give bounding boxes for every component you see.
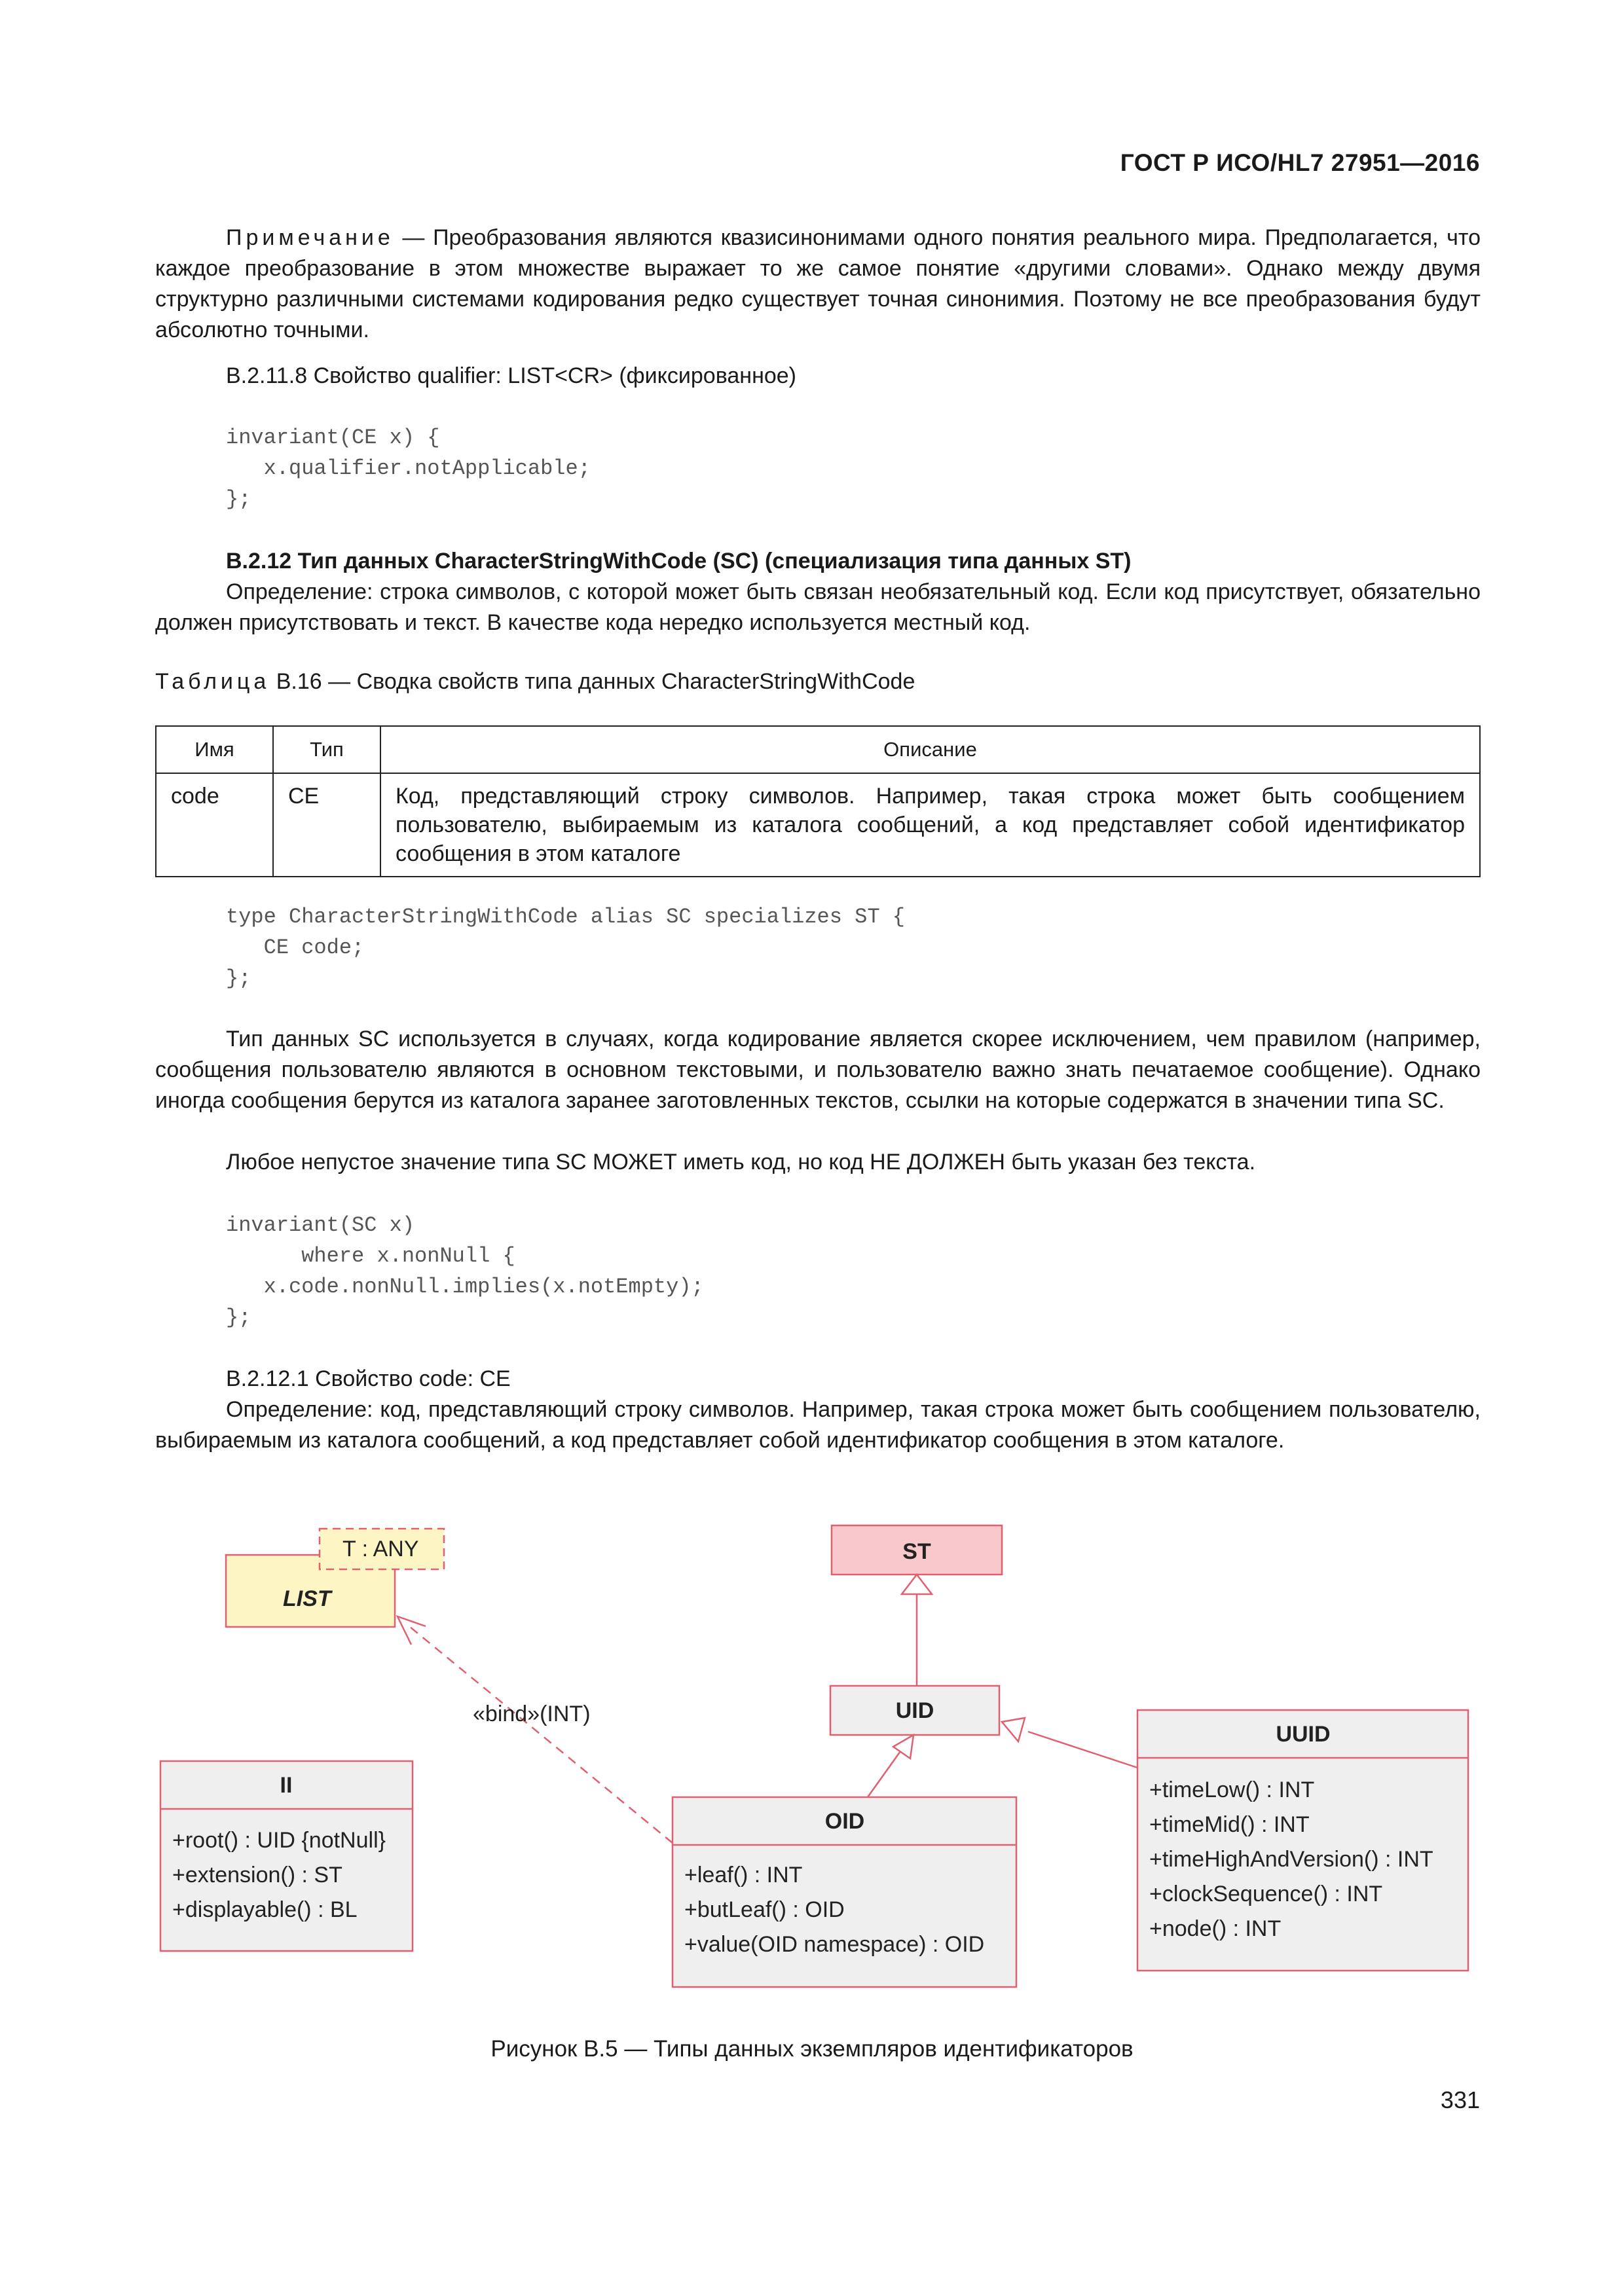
oid-member: +butLeaf() : OID [684, 1897, 845, 1922]
ii-member: +displayable() : BL [172, 1897, 358, 1922]
uuid-member: +clockSequence() : INT [1149, 1882, 1383, 1906]
note-label: Примечание [226, 225, 394, 250]
table-header-type: Тип [273, 726, 380, 773]
list-class [226, 1529, 444, 1627]
page-number: 331 [1440, 2086, 1480, 2113]
table-caption-text: В.16 — Сводка свойств типа данных CharacterStringWithCode [270, 669, 915, 694]
oid-member: +value(OID namespace) : OID [684, 1932, 985, 1957]
uuid-member: +node() : INT [1149, 1916, 1282, 1941]
ii-class-name: II [280, 1773, 293, 1798]
table-header-description: Описание [380, 726, 1480, 773]
section-b212-title: В.2.12 Тип данных CharacterStringWithCode (SC) (специализация типа данных ST) [226, 549, 1132, 574]
note-text: — Преобразования являются квазисинонимами одного понятия реального мира. Предполагается, что каждое преобразование в этом множестве выражает то же самое понятие «другими словами». Однако между двумя структурно различными системами кодирования редко существует точная синонимия. Поэтому не все преобразования будут абсолютно точными. [155, 225, 1481, 342]
list-template-param: T : ANY [342, 1537, 419, 1561]
uuid-member: +timeMid() : INT [1149, 1812, 1310, 1837]
table-cell-description: Код, представляющий строку символов. Например, такая строка может быть сообщением пользователю, выбираемым из каталога сообщений, а код представляет собой идентификатор сообщения в этом каталоге [380, 773, 1480, 877]
oid-member: +leaf() : INT [684, 1863, 803, 1887]
table-cell-name: code [156, 773, 273, 877]
figure-caption: Рисунок В.5 — Типы данных экземпляров идентификаторов [490, 2036, 1134, 2062]
uuid-member: +timeLow() : INT [1149, 1777, 1315, 1802]
oid-class-name: OID [824, 1809, 865, 1834]
oid-class [673, 1797, 1016, 1987]
oid-uid-generalization [868, 1735, 913, 1797]
sc-usage-paragraph: Тип данных SC используется в случаях, когда кодирование является скорее исключением, чем правилом (например, сообщения пользователю являются в основном текстовыми, и пользователю важно знать печатаемое сообщение). Однако иногда сообщения берутся из каталога заранее заготовленных текстов, ссылки на которые содержатся в значении типа SC. [155, 1027, 1481, 1113]
uid-st-generalization [902, 1575, 932, 1686]
code-block-invariant-sc: invariant(SC x) where x.nonNull { x.code.nonNull.implies(x.notEmpty); }; [226, 1213, 704, 1330]
ii-class [160, 1761, 413, 1951]
table-cell-type: CE [273, 773, 380, 877]
uid-class-name: UID [895, 1698, 934, 1723]
list-class-name: LIST [283, 1586, 331, 1611]
ii-member: +root() : UID {notNull} [172, 1828, 386, 1853]
code-block-qualifier: invariant(CE x) { x.qualifier.notApplicable; }; [226, 426, 591, 511]
section-b212-definition: Определение: строка символов, с которой может быть связан необязательный код. Если код присутствует, обязательно должен присутствовать и текст. В качестве кода нередко используется местный код. [155, 579, 1481, 635]
uuid-member: +timeHighAndVersion() : INT [1149, 1847, 1433, 1872]
oid-list-bind-dependency [397, 1616, 673, 1843]
section-b2121-definition: Определение: код, представляющий строку символов. Например, такая строка может быть сообщением пользователю, выбираемым из каталога сообщений, а код представляет собой идентификатор сообщения в этом каталоге. [155, 1397, 1481, 1453]
uid-class [830, 1686, 999, 1735]
section-b2121-title: В.2.12.1 Свойство code: CE [226, 1366, 511, 1391]
section-b2118-title: В.2.11.8 Свойство qualifier: LIST<CR> (фиксированное) [226, 363, 796, 388]
uuid-class-name: UUID [1276, 1722, 1331, 1747]
st-class-name: ST [902, 1539, 931, 1564]
table-header-name: Имя [156, 726, 273, 773]
table-caption-label: Таблица [155, 669, 270, 694]
st-class [832, 1525, 1002, 1575]
document-header: ГОСТ Р ИСО/HL7 27951—2016 [1120, 149, 1480, 176]
code-block-type-definition: type CharacterStringWithCode alias SC specializes ST { CE code; }; [226, 905, 905, 991]
uuid-class [1137, 1710, 1468, 1971]
uuid-uid-generalization [1002, 1718, 1137, 1768]
sc-nonempty-paragraph: Любое непустое значение типа SC МОЖЕТ иметь код, но код НЕ ДОЛЖЕН быть указан без текста. [226, 1150, 1256, 1175]
bind-label: «bind»(INT) [473, 1702, 591, 1726]
ii-member: +extension() : ST [172, 1863, 342, 1887]
